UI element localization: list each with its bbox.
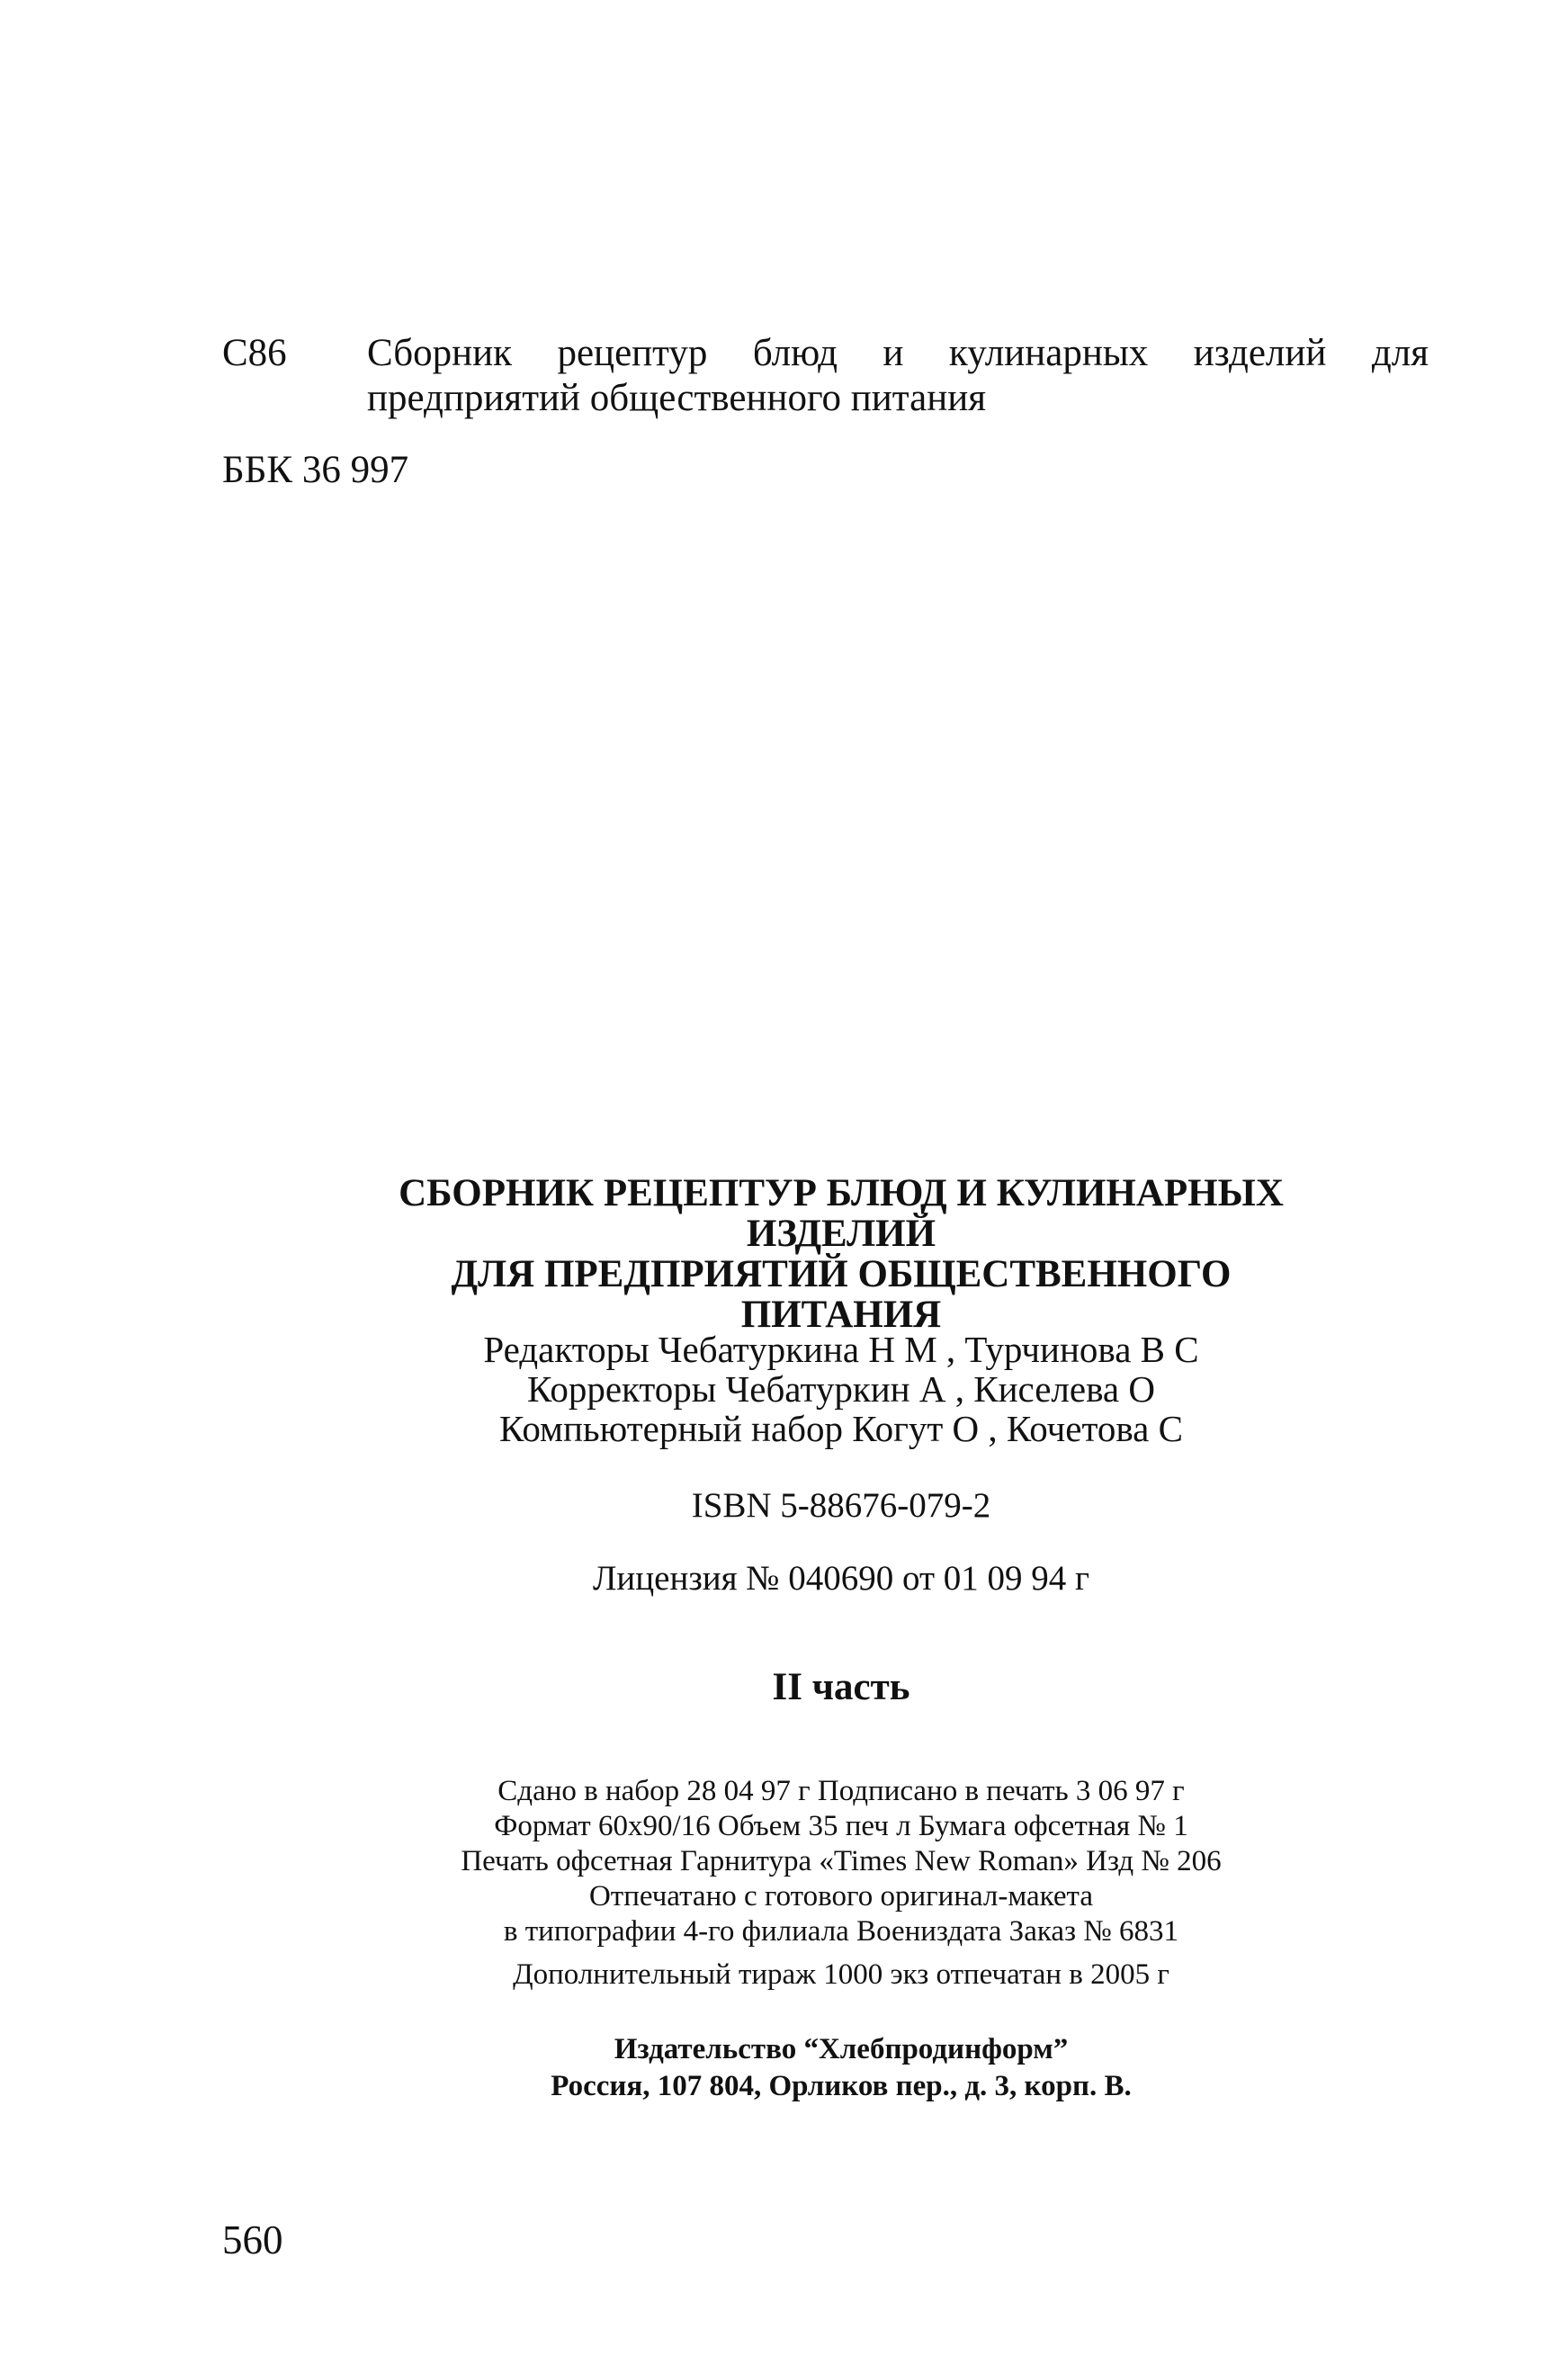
imprint [342, 1774, 1340, 1949]
book-title-line: ПИТАНИЯ [740, 1294, 942, 1336]
credits [342, 1330, 1340, 1448]
isbn: ISBN 5-88676-079-2 [691, 1486, 991, 1525]
imprint-line: Сдано в набор 28 04 97 г Подписано в печать 3 06 97 г [497, 1775, 1185, 1807]
credits-editors: Редакторы Чебатуркина Н М , Турчинова В С [483, 1329, 1199, 1370]
license: Лицензия № 040690 от 01 09 94 г [592, 1559, 1090, 1598]
catalog-code: С86 [222, 332, 287, 374]
credits-typesetting: Компьютерный набор Когут О , Кочетова С [499, 1408, 1183, 1449]
part-label: II часть [772, 1666, 910, 1708]
print-run: Дополнительный тираж 1000 экз отпечатан в 2005 г [513, 1958, 1169, 1991]
imprint-line: Формат 60x90/16 Объем 35 печ л Бумага офсетная № 1 [494, 1810, 1188, 1842]
catalog-title: Сборник рецептур блюд и кулинарных изделий для предприятий общественного питания [367, 332, 1429, 419]
book-title-line: ДЛЯ ПРЕДПРИЯТИЙ ОБЩЕСТВЕННОГО [451, 1253, 1232, 1295]
imprint-line: Печать офсетная Гарнитура «Times New Roman» Изд № 206 [461, 1845, 1222, 1877]
publisher-address: Россия, 107 804, Орликов пер., д. 3, корп. В. [551, 2070, 1132, 2102]
publisher [342, 2031, 1340, 2105]
imprint-line: в типографии 4-го филиала Воениздата Заказ № 6831 [503, 1915, 1179, 1948]
page-number: 560 [222, 2217, 283, 2262]
book-title-line: СБОРНИК РЕЦЕПТУР БЛЮД И КУЛИНАРНЫХ ИЗДЕЛИЙ [399, 1172, 1284, 1255]
publisher-name: Издательство “Хлебпродинформ” [614, 2033, 1069, 2065]
credits-proofreaders: Корректоры Чебатуркин А , Киселева О [527, 1368, 1155, 1410]
book-title [342, 1173, 1340, 1335]
bbk-code: ББК 36 997 [222, 449, 409, 491]
imprint-line: Отпечатано с готового оригинал-макета [588, 1880, 1094, 1913]
